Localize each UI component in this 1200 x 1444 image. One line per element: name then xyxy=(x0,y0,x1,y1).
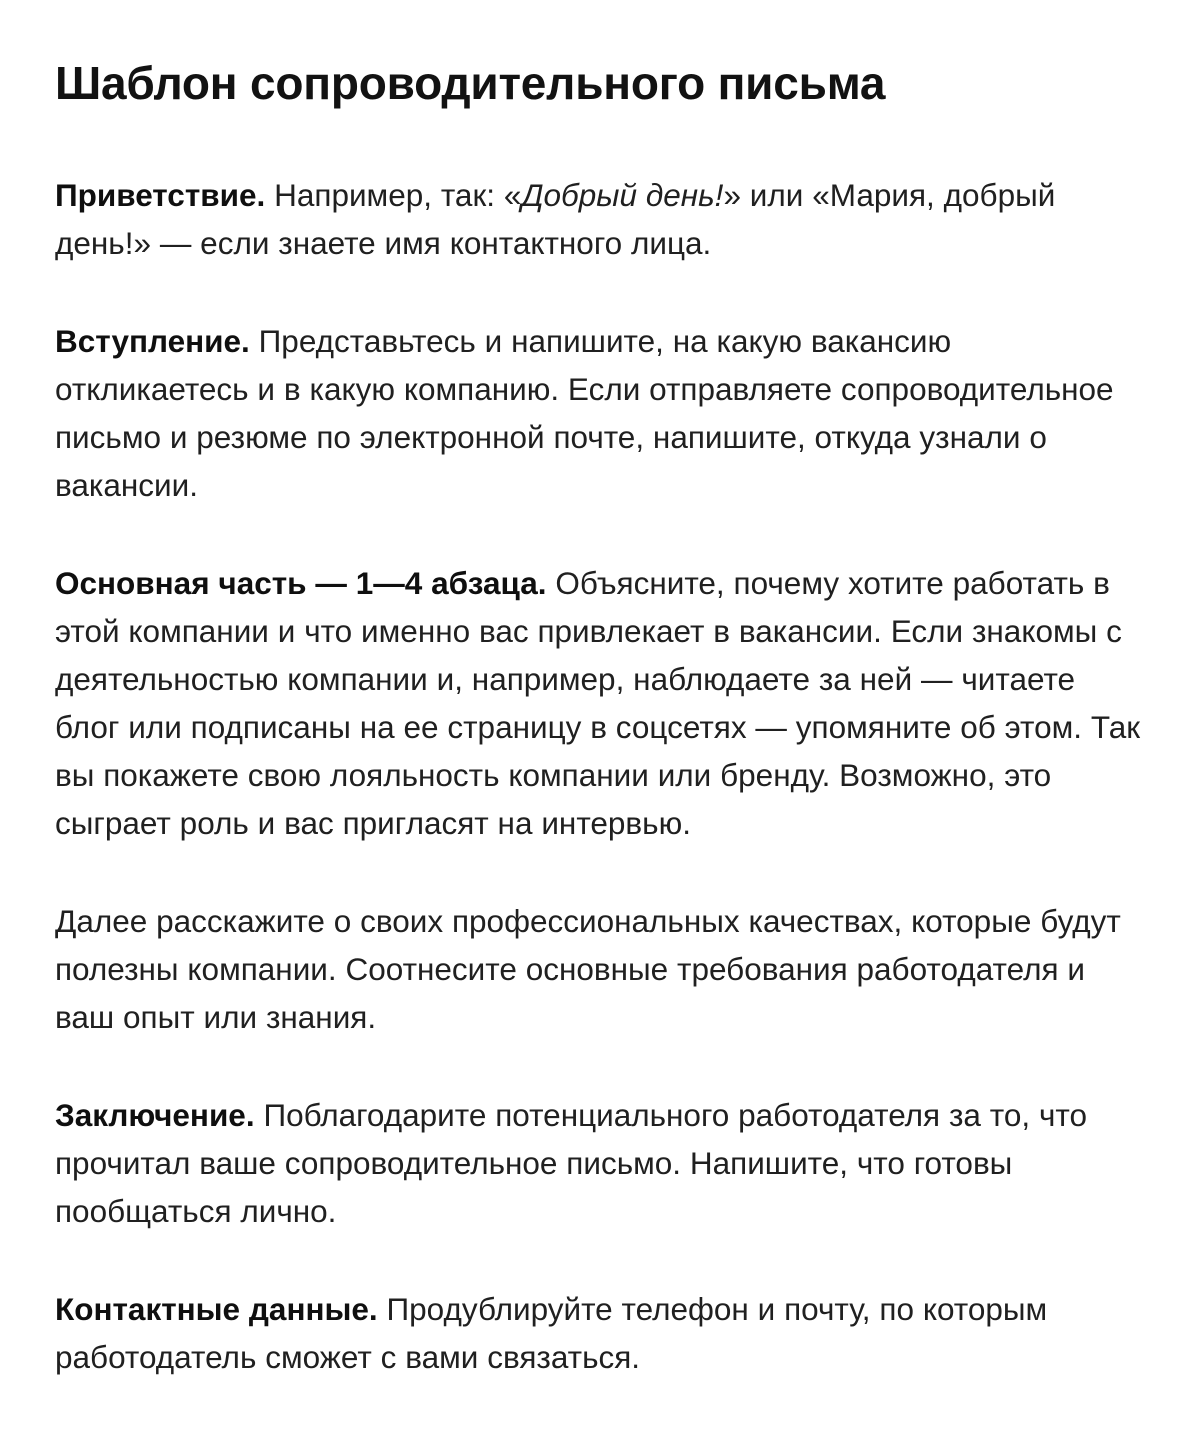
paragraph-contacts xyxy=(55,1285,1145,1381)
paragraph-italic-greeting-example: Добрый день! xyxy=(521,177,724,213)
paragraph-lead-contacts: Контактные данные. xyxy=(55,1291,378,1327)
paragraph-text-main-part: Объясните, почему хотите работать в этой компании и что именно вас привлекает в вакансии. Если знакомы с деятельностью компании и, например, наблюдаете за ней — читаете блог или подписаны на ее страницу в соцсетях — упомяните об этом. Так вы покажете свою лояльность компании или бренду. Возможно, это сыграет роль и вас пригласят на интервью. xyxy=(55,565,1141,841)
paragraph-lead-greeting: Приветствие. xyxy=(55,177,266,213)
paragraph-greeting xyxy=(55,171,1145,267)
paragraph-text-greeting-before-italic: Например, так: « xyxy=(265,177,522,213)
paragraph-text-greeting-after-italic: » или «Мария, добрый день!» — если знаете имя контактного лица. xyxy=(55,177,1056,261)
paragraph-text-contacts: Продублируйте телефон и почту, по которым работодатель сможет с вами связаться. xyxy=(55,1291,1048,1375)
paragraph-lead-conclusion: Заключение. xyxy=(55,1097,255,1133)
paragraph-text-professional-qualities: Далее расскажите о своих профессиональных качествах, которые будут полезны компании. Соотнесите основные требования работодателя и ваш опыт или знания. xyxy=(55,903,1121,1035)
paragraph-professional-qualities xyxy=(55,897,1145,1041)
paragraph-text-introduction: Представьтесь и напишите, на какую вакансию откликаетесь и в какую компанию. Если отправляете сопроводительное письмо и резюме по электронной почте, напишите, откуда узнали о вакансии. xyxy=(55,323,1114,503)
paragraph-main-part xyxy=(55,559,1145,847)
document-body xyxy=(55,171,1145,1381)
paragraph-conclusion xyxy=(55,1091,1145,1235)
paragraph-lead-main-part: Основная часть — 1—4 абзаца. xyxy=(55,565,547,601)
page-title: Шаблон сопроводительного письма xyxy=(55,57,886,109)
paragraph-introduction xyxy=(55,317,1145,509)
paragraph-text-conclusion: Поблагодарите потенциального работодателя за то, что прочитал ваше сопроводительное письмо. Напишите, что готовы пообщаться лично. xyxy=(55,1097,1087,1229)
paragraph-lead-introduction: Вступление. xyxy=(55,323,250,359)
